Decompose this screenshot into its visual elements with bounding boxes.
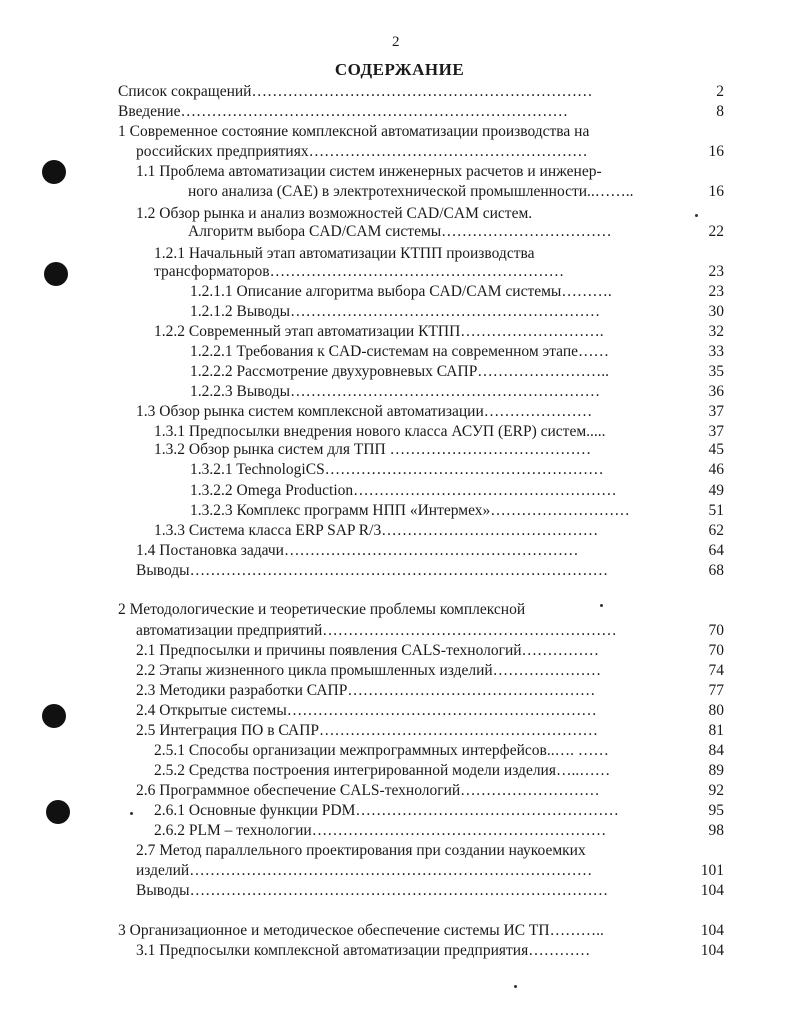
toc-entry-page: 84 bbox=[708, 742, 724, 759]
toc-entry bbox=[154, 322, 724, 342]
toc-entry-text: 1.3.2.2 Omega Production…………………………………………… bbox=[190, 482, 617, 499]
toc-entry-text: 2.2 Этапы жизненного цикла промышленных изделий………………… bbox=[136, 662, 602, 679]
toc-entry-text: Список сокращений………………………………………………………… bbox=[118, 83, 593, 100]
toc-entry-page: 80 bbox=[708, 702, 724, 719]
punch-hole bbox=[42, 160, 66, 184]
toc-entry bbox=[190, 460, 724, 480]
toc-entry bbox=[118, 600, 724, 620]
toc-entry bbox=[136, 701, 724, 721]
toc-entry bbox=[154, 440, 724, 460]
toc-entry-page: 98 bbox=[708, 822, 724, 839]
toc-entry bbox=[136, 661, 724, 681]
toc-entry bbox=[154, 761, 724, 781]
toc-entry-page: 37 bbox=[708, 423, 724, 440]
toc-entry-page: 51 bbox=[708, 502, 724, 519]
toc-entry bbox=[136, 402, 724, 422]
toc-entry bbox=[118, 82, 724, 102]
toc-entry-page: 22 bbox=[708, 223, 724, 240]
toc-entry bbox=[154, 262, 724, 282]
toc-entry-page: 104 bbox=[700, 922, 724, 939]
toc-entry-text: 1.3.3 Система класса ERP SAP R/3…………………………………… bbox=[154, 522, 599, 539]
toc-entry bbox=[136, 781, 724, 801]
toc-entry-text: 2.3 Методики разработки САПР………………………………………… bbox=[136, 682, 596, 699]
toc-entry bbox=[136, 204, 724, 224]
toc-entry-text: 1.3.2.1 TechnologiCS……………………………………………… bbox=[190, 461, 604, 478]
toc-entry-page: 45 bbox=[708, 441, 724, 458]
toc-entry-text: 2.1 Предпосылки и причины появления CALS-технологий…………… bbox=[136, 642, 600, 659]
toc-entry-text: российских предприятиях……………………………………………… bbox=[136, 143, 588, 160]
toc-entry-page: 33 bbox=[708, 343, 724, 360]
toc-entry-text: 2.6.2 PLM – технологии………………………………………………… bbox=[154, 822, 607, 839]
toc-entry-text: 1.2.2.1 Требования к CAD-системам на современном этапе…… bbox=[190, 343, 610, 360]
toc-entry-text: Выводы……………………………………………………………………… bbox=[136, 882, 609, 899]
toc-entry-page: 2 bbox=[716, 83, 724, 100]
toc-entry-page: 35 bbox=[708, 363, 724, 380]
toc-entry-page: 30 bbox=[708, 303, 724, 320]
toc-entry-text: 1.2.2 Современный этап автоматизации КТПП………………………. bbox=[154, 323, 604, 340]
toc-entry bbox=[136, 881, 724, 901]
toc-entry bbox=[136, 142, 724, 162]
toc-entry bbox=[154, 821, 724, 841]
toc-entry-page: 77 bbox=[708, 682, 724, 699]
toc-entry-page: 74 bbox=[708, 662, 724, 679]
toc-entry bbox=[190, 282, 724, 302]
toc-entry bbox=[190, 481, 724, 501]
toc-entry-text: 1.2 Обзор рынка и анализ возможностей CAD/CAM систем. bbox=[136, 205, 533, 222]
toc-entry-page: 46 bbox=[708, 461, 724, 478]
toc-entry-text: 2 Методологические и теоретические проблемы комплексной bbox=[118, 601, 526, 618]
punch-hole bbox=[44, 262, 68, 286]
toc-entry-page: 8 bbox=[716, 103, 724, 120]
toc-entry bbox=[154, 244, 724, 264]
toc-entry-page: 101 bbox=[700, 862, 724, 879]
punch-hole bbox=[42, 704, 66, 728]
toc-entry bbox=[136, 561, 724, 581]
toc-entry-text: 1.3.2.3 Комплекс программ НПП «Интермех»……………………… bbox=[190, 502, 630, 519]
toc-entry-text: 2.6 Программное обеспечение CALS-технологий……………………… bbox=[136, 782, 600, 799]
toc-entry-text: 3.1 Предпосылки комплексной автоматизации предприятия………… bbox=[136, 942, 591, 959]
toc-entry-text: ного анализа (CAE) в электротехнической промышленности..…….. bbox=[188, 183, 634, 200]
toc-entry-text: 2.4 Открытые системы…………………………………………………… bbox=[136, 702, 597, 719]
toc-entry-text: 2.5.1 Способы организации межпрограммных интерфейсов..…. …… bbox=[154, 742, 609, 759]
toc-entry bbox=[190, 302, 724, 322]
toc-entry-text: 1.2.2.2 Рассмотрение двухуровневых САПР…………………….. bbox=[190, 363, 610, 380]
toc-entry bbox=[188, 222, 724, 242]
punch-hole bbox=[46, 800, 70, 824]
toc-entry bbox=[154, 801, 724, 821]
toc-entry-text: Выводы……………………………………………………………………… bbox=[136, 562, 609, 579]
toc-entry-page: 36 bbox=[708, 383, 724, 400]
toc-entry-page: 64 bbox=[708, 542, 724, 559]
toc-entry bbox=[154, 521, 724, 541]
toc-entry-text: 1.1 Проблема автоматизации систем инженерных расчетов и инженер- bbox=[136, 163, 602, 180]
toc-entry bbox=[190, 501, 724, 521]
toc-entry bbox=[118, 102, 724, 122]
toc-entry bbox=[188, 182, 724, 202]
toc-entry-text: 1 Современное состояние комплексной автоматизации производства на bbox=[118, 123, 590, 140]
toc-entry bbox=[136, 641, 724, 661]
toc-entry-text: 1.3.1 Предпосылки внедрения нового класса АСУП (ERP) систем..... bbox=[154, 423, 606, 440]
toc-entry-text: 1.2.1.1 Описание алгоритма выбора CAD/CAM системы………. bbox=[190, 283, 612, 300]
scan-speck bbox=[514, 985, 517, 988]
toc-entry-page: 89 bbox=[708, 762, 724, 779]
toc-entry bbox=[136, 541, 724, 561]
toc-entry bbox=[190, 362, 724, 382]
toc-entry-page: 32 bbox=[708, 323, 724, 340]
toc-entry-page: 70 bbox=[708, 642, 724, 659]
toc-entry bbox=[190, 382, 724, 402]
toc-entry-text: 1.2.1.2 Выводы…………………………………………………… bbox=[190, 303, 601, 320]
toc-entry-page: 95 bbox=[708, 802, 724, 819]
toc-entry-page: 23 bbox=[708, 283, 724, 300]
toc-entry bbox=[136, 681, 724, 701]
toc-entry bbox=[136, 861, 724, 881]
toc-entry-page: 70 bbox=[708, 622, 724, 639]
toc-entry bbox=[136, 162, 724, 182]
toc-entry-page: 37 bbox=[708, 403, 724, 420]
toc-title: СОДЕРЖАНИЕ bbox=[334, 60, 465, 79]
toc-entry bbox=[190, 342, 724, 362]
toc-entry bbox=[118, 921, 724, 941]
toc-entry bbox=[136, 841, 724, 861]
toc-entry-text: автоматизации предприятий………………………………………………… bbox=[136, 622, 617, 639]
toc-entry-text: изделий…………………………………………………………………… bbox=[136, 862, 593, 879]
toc-entry-text: трансформаторов………………………………………………… bbox=[154, 263, 565, 280]
toc-entry-page: 81 bbox=[708, 722, 724, 739]
toc-entry-text: 1.3.2 Обзор рынка систем для ТПП ………………………………… bbox=[154, 441, 592, 458]
toc-entry bbox=[154, 422, 724, 442]
toc-entry-page: 68 bbox=[708, 562, 724, 579]
toc-entry bbox=[136, 721, 724, 741]
scan-speck bbox=[130, 812, 133, 815]
toc-entry-text: 1.2.1 Начальный этап автоматизации КТПП производства bbox=[154, 245, 535, 262]
toc-entry bbox=[136, 941, 724, 961]
toc-entry-page: 62 bbox=[708, 522, 724, 539]
toc-entry-page: 16 bbox=[708, 183, 724, 200]
page-number: 2 bbox=[392, 34, 400, 50]
toc-entry bbox=[118, 122, 724, 142]
toc-entry-text: Алгоритм выбора CAD/CAM системы…………………………… bbox=[188, 223, 612, 240]
toc-entry-text: 1.2.2.3 Выводы…………………………………………………… bbox=[190, 383, 601, 400]
toc-entry-text: 3 Организационное и методическое обеспечение системы ИС ТП……….. bbox=[118, 922, 604, 939]
toc-entry-page: 92 bbox=[708, 782, 724, 799]
toc-entry-text: 2.5 Интеграция ПО в САПР……………………………………………… bbox=[136, 722, 599, 739]
toc-entry-text: Введение………………………………………………………………… bbox=[118, 103, 568, 120]
toc-entry-page: 49 bbox=[708, 482, 724, 499]
toc-entry-page: 16 bbox=[708, 143, 724, 160]
toc-entry-text: 1.3 Обзор рынка систем комплексной автоматизации………………… bbox=[136, 403, 593, 420]
toc-entry-page: 104 bbox=[700, 942, 724, 959]
toc-entry-text: 2.5.2 Средства построения интегрированной модели изделия…..…… bbox=[154, 762, 611, 779]
toc-entry-page: 104 bbox=[700, 882, 724, 899]
toc-entry-text: 2.6.1 Основные функции PDM…………………………………………… bbox=[154, 802, 619, 819]
toc-entry bbox=[154, 741, 724, 761]
toc-entry bbox=[136, 621, 724, 641]
toc-entry-text: 2.7 Метод параллельного проектирования при создании наукоемких bbox=[136, 842, 586, 859]
toc-entry-page: 23 bbox=[708, 263, 724, 280]
toc-entry-text: 1.4 Постановка задачи………………………………………………… bbox=[136, 542, 579, 559]
